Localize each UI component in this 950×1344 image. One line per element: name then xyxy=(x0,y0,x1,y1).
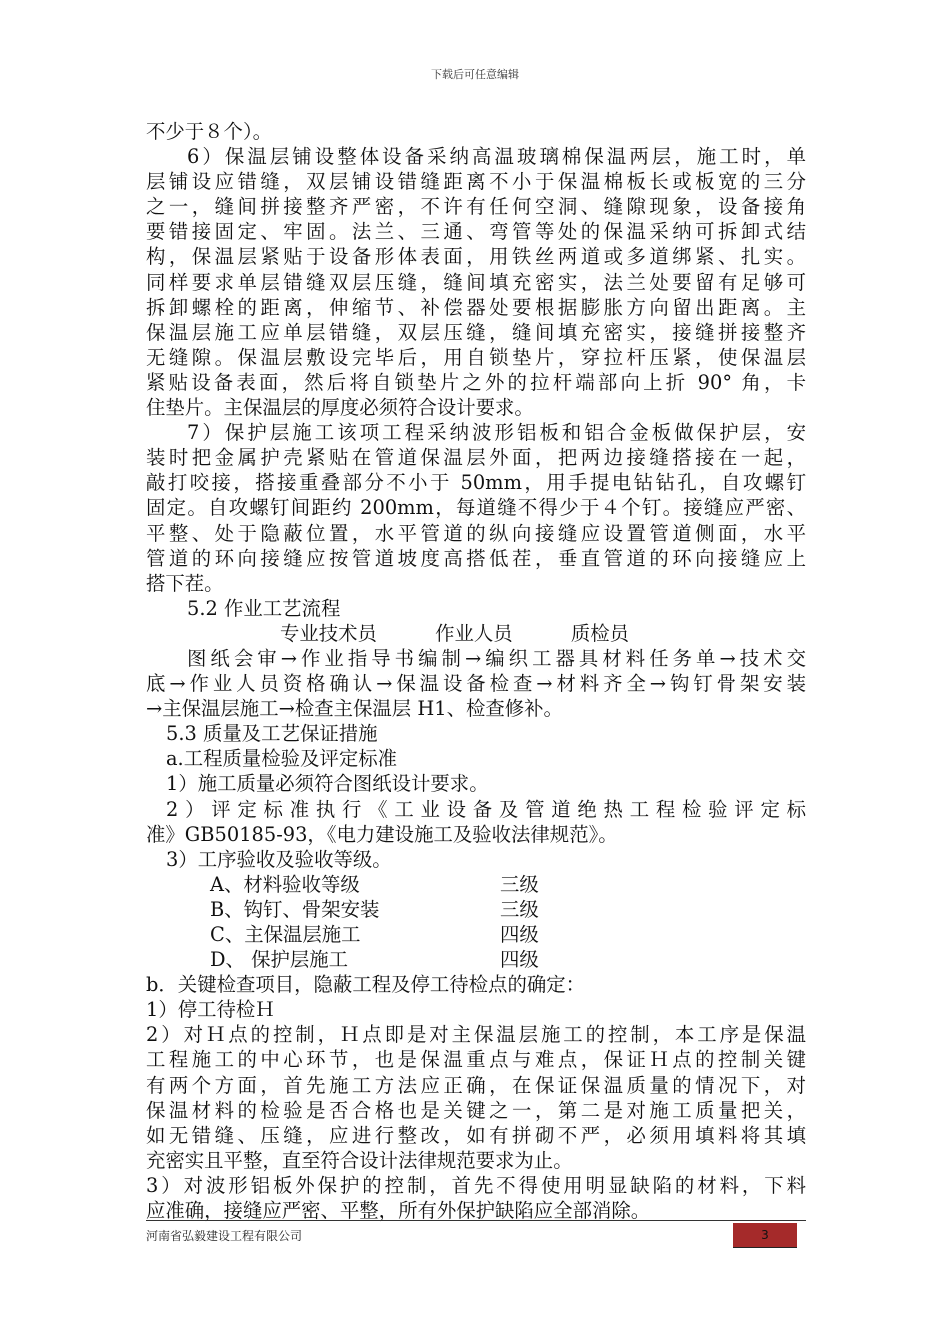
text-line: 3）工序验收及验收等级。 xyxy=(166,847,392,871)
text-line: 如无错缝、压缝，应进行整改，如有拼砌不严，必须用填料将其填 xyxy=(146,1123,806,1147)
text-line: 充密实且平整，直至符合设计法律规范要求为止。 xyxy=(146,1148,573,1172)
grade-level: 四级 xyxy=(500,948,539,972)
text-line: 要错接固定、牢固。法兰、三通、弯管等处的保温采纳可拆卸式结 xyxy=(146,220,806,244)
grade-item-label: B、钩钉、骨架安装 xyxy=(210,897,380,921)
text-line: 专业技术员 作业人员 质检员 xyxy=(280,621,630,645)
text-line: 装时把金属护壳紧贴在管道保温层外面，把两边接缝搭接在一起， xyxy=(146,446,806,470)
footer-company: 河南省弘毅建设工程有限公司 xyxy=(146,1229,303,1243)
text-line: 2）评定标准执行《工业设备及管道绝热工程检验评定标 xyxy=(166,797,806,821)
text-line: 底→作业人员资格确认→保温设备检查→材料齐全→钩钉骨架安装 xyxy=(146,672,806,696)
inspection-section xyxy=(146,972,806,1223)
grade-level: 三级 xyxy=(500,872,539,896)
footer-divider xyxy=(146,1220,806,1221)
grade-level: 三级 xyxy=(500,897,539,921)
text-line: 不少于８个）。 xyxy=(146,120,273,143)
text-line: 固定。自攻螺钉间距约 200mm，每道缝不得少于４个钉。接缝应严密、 xyxy=(146,496,806,520)
text-line: 7）保护层施工该项工程采纳波形铝板和铝合金板做保护层，安 xyxy=(187,421,806,445)
text-line: 敲打咬接，搭接重叠部分不小于 50mm，用手提电钻钻孔，自攻螺钉 xyxy=(146,471,806,495)
text-line: 5.2 作业工艺流程 xyxy=(187,596,341,620)
text-line: 5.3 质量及工艺保证措施 xyxy=(166,722,378,746)
grade-row xyxy=(146,897,806,922)
text-line: 有两个方面，首先施工方法应正确，在保证保温质量的情况下，对 xyxy=(146,1073,806,1097)
grade-row xyxy=(146,872,806,897)
grade-item-label: D、 保护层施工 xyxy=(210,948,349,972)
text-line: 搭下茬。 xyxy=(146,571,224,595)
text-line: →主保温层施工→检查主保温层 H1、检查修补。 xyxy=(146,697,563,721)
text-line: 3）对波形铝板外保护的控制，首先不得使用明显缺陷的材料，下料 xyxy=(146,1173,806,1197)
text-line: 应准确，接缝应严密、平整，所有外保护缺陷应全部消除。 xyxy=(146,1199,651,1223)
text-line: 6）保温层铺设整体设备采纳高温玻璃棉保温两层，施工时，单 xyxy=(187,145,806,169)
text-line: 1）停工待检Ｈ xyxy=(146,998,275,1022)
text-line: 保温层施工应单层错缝，双层压缝，缝间填充密实，接缝拼接整齐 xyxy=(146,320,806,344)
header-note: 下载后可任意编辑 xyxy=(431,68,519,81)
body-section xyxy=(146,119,806,872)
text-line: a.工程质量检验及评定标准 xyxy=(166,747,398,771)
text-line: 之一，缝间拼接整齐严密，不许有任何空洞、缝隙现象，设备接角 xyxy=(146,195,806,219)
grade-table xyxy=(146,872,806,972)
grade-row xyxy=(146,922,806,947)
text-line: 1）施工质量必须符合图纸设计要求。 xyxy=(166,772,489,796)
text-line: 图纸会审→作业指导书编制→编织工器具材料任务单→技术交 xyxy=(187,646,806,670)
text-line: 构，保温层紧贴于设备形体表面，用铁丝两道或多道绑紧、扎实。 xyxy=(146,245,806,269)
text-line: 拆卸螺栓的距离，伸缩节、补偿器处要根据膨胀方向留出距离。主 xyxy=(146,295,806,319)
text-line: 准》GB50185-93，《电力建设施工及验收法律规范》。 xyxy=(146,822,618,846)
text-line: 管道的环向接缝应按管道坡度高搭低茬，垂直管道的环向接缝应上 xyxy=(146,546,806,570)
document-body xyxy=(146,119,806,1223)
text-line: 同样要求单层错缝双层压缝，缝间填充密实，法兰处要留有足够可 xyxy=(146,270,806,294)
text-line: 工程施工的中心环节，也是保温重点与难点，保证Ｈ点的控制关键 xyxy=(146,1048,806,1072)
page-number-badge: 3 xyxy=(733,1223,797,1248)
text-line: 2）对Ｈ点的控制，Ｈ点即是对主保温层施工的控制，本工序是保温 xyxy=(146,1023,806,1047)
grade-level: 四级 xyxy=(500,923,539,946)
grade-item-label: A、材料验收等级 xyxy=(210,872,360,896)
text-line: 层铺设应错缝，双层铺设错缝距离不小于保温棉板长或板宽的三分 xyxy=(146,170,806,194)
text-line: b．关键检查项目，隐蔽工程及停工待检点的确定： xyxy=(146,973,586,997)
text-line: 紧贴设备表面，然后将自锁垫片之外的拉杆端部向上折 90° 角，卡 xyxy=(146,370,806,394)
text-line: 住垫片。主保温层的厚度必须符合设计要求。 xyxy=(146,396,534,420)
text-line: 平整、处于隐蔽位置，水平管道的纵向接缝应设置管道侧面，水平 xyxy=(146,521,806,545)
grade-item-label: C、主保温层施工 xyxy=(210,923,361,946)
grade-row xyxy=(146,947,806,972)
text-line: 无缝隙。保温层敷设完毕后，用自锁垫片，穿拉杆压紧，使保温层 xyxy=(146,345,806,369)
text-line: 保温材料的检验是否合格也是关键之一，第二是对施工质量把关， xyxy=(146,1098,806,1122)
